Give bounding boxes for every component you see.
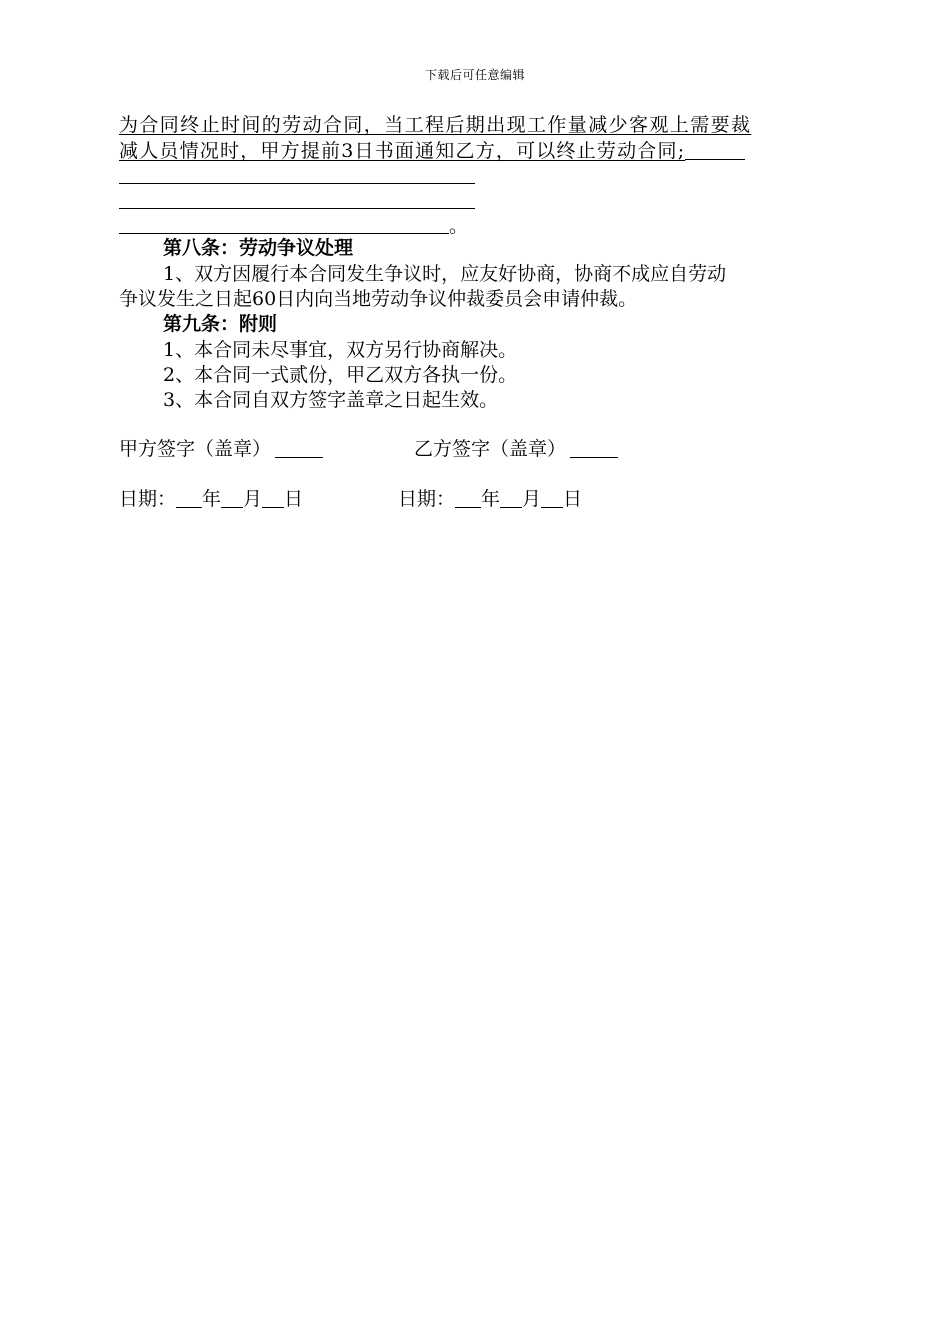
article-9-item-1: 1、本合同未尽事宜，双方另行协商解决。 <box>163 339 518 361</box>
party-a-signature-blank[interactable] <box>275 439 323 458</box>
contract-text-line-2 <box>119 139 745 163</box>
blank-line-3 <box>119 233 449 234</box>
day-label: 日 <box>563 488 583 510</box>
article-8-item-1-line-1: 1、双方因履行本合同发生争议时，应友好协商，协商不成应自劳动 <box>163 263 727 285</box>
month-blank[interactable] <box>500 489 522 508</box>
article-8-title: 第八条：劳动争议处理 <box>163 237 354 259</box>
day-label: 日 <box>284 488 304 510</box>
year-label: 年 <box>481 488 501 510</box>
blank-line-2 <box>119 208 475 209</box>
party-a-signature-label: 甲方签字（盖章） <box>119 438 272 460</box>
article-8-item-1-line-2: 争议发生之日起60日内向当地劳动争议仲裁委员会申请仲裁。 <box>119 288 638 310</box>
date-label: 日期： <box>119 488 177 510</box>
month-blank[interactable] <box>221 489 243 508</box>
article-9-item-3: 3、本合同自双方签字盖章之日起生效。 <box>163 389 499 411</box>
year-label: 年 <box>202 488 222 510</box>
contract-text-line-2-text: 减人员情况时，甲方提前3日书面通知乙方，可以终止劳动合同; <box>119 140 686 162</box>
blank-line-3-period: 。 <box>449 215 469 237</box>
party-b-signature <box>414 437 618 461</box>
day-blank[interactable] <box>262 489 284 508</box>
date-label: 日期： <box>398 488 456 510</box>
month-label: 月 <box>243 488 263 510</box>
contract-text-line-1: 为合同终止时间的劳动合同，当工程后期出现工作量减少客观上需要裁 <box>119 114 752 136</box>
article-9-item-2: 2、本合同一式贰份，甲乙双方各执一份。 <box>163 364 518 386</box>
party-b-signature-label: 乙方签字（盖章） <box>414 438 567 460</box>
party-a-date <box>119 487 303 511</box>
year-blank[interactable] <box>176 489 202 508</box>
party-b-date <box>398 487 582 511</box>
year-blank[interactable] <box>455 489 481 508</box>
day-blank[interactable] <box>541 489 563 508</box>
blank-line-1 <box>119 183 475 184</box>
party-a-signature <box>119 437 323 461</box>
party-b-signature-blank[interactable] <box>570 439 618 458</box>
blank-fill-line <box>685 141 745 160</box>
month-label: 月 <box>522 488 542 510</box>
page-header: 下载后可任意编辑 <box>424 68 525 82</box>
article-9-title: 第九条：附则 <box>163 313 278 335</box>
